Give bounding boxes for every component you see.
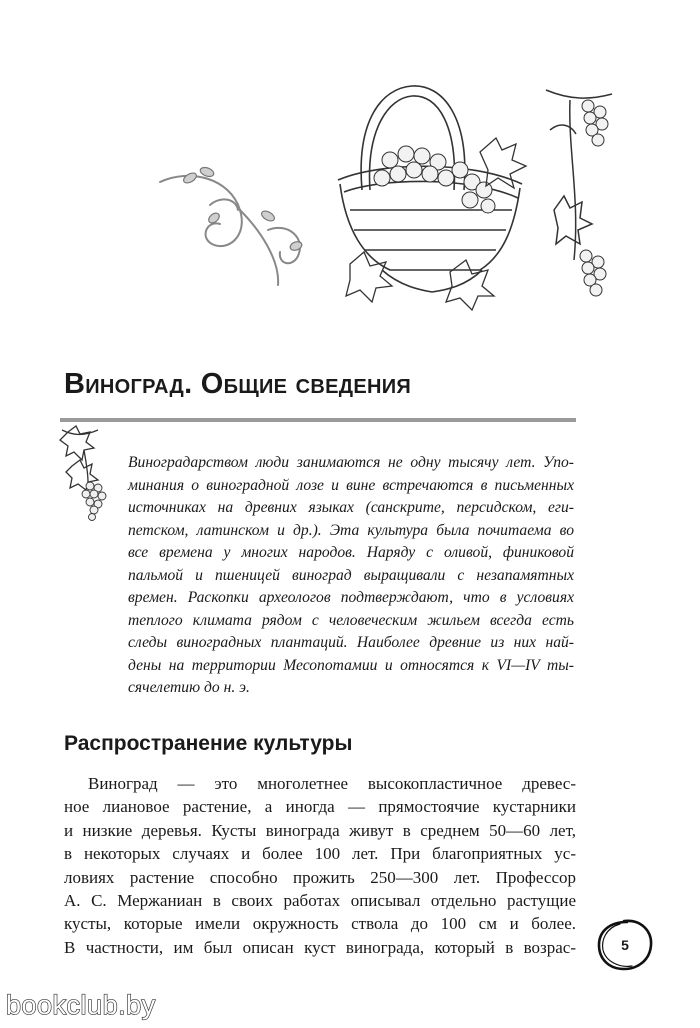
body-line: ловиях растение способно прожить 250—300 лет. Профессор: [64, 867, 576, 887]
grape-vine-icon: [58, 422, 116, 522]
intro-line: петском, латинском и др.). Эта культура была почитаема во: [128, 521, 574, 539]
body-line: и низкие деревья. Кусты винограда живут в среднем 50—60 лет,: [64, 820, 576, 840]
body-line: В частности, им был описан куст винограда, который в возрас-: [64, 937, 576, 957]
intro-line: источниках на древних языках (санскрите, персидском, еги-: [128, 499, 574, 516]
intro-line: сячелетию до н. э.: [128, 679, 250, 696]
grape-basket-illustration-icon: [150, 60, 630, 330]
intro-line: следы виноградных плантаций. Наиболее древние из них най-: [128, 634, 574, 651]
intro-line: Виноградарством люди занимаются не одну тысячу лет. Упо-: [128, 454, 574, 471]
intro-line: дены на территории Месопотамии и относятся к VI—IV ты-: [128, 656, 574, 674]
body-line: А. С. Мержаниан в своих работах описывал отдельно растущие: [64, 891, 576, 911]
intro-line: минания о виноградной лозе и вине встречаются в письменных: [128, 476, 574, 494]
body-line: кусты, которые имели окружность ствола до 100 см и более.: [64, 914, 576, 934]
body-paragraph: [64, 772, 576, 959]
chapter-title: Виноград. Общие сведения: [64, 368, 412, 400]
intro-line: все времена у многих народов. Наряду с оливой, финиковой: [128, 544, 574, 561]
section-title: Распространение культуры: [64, 732, 353, 755]
intro-line: теплого климата рядом с человеческим жильем всегда есть: [128, 611, 574, 629]
watermark: bookclub.by: [6, 990, 156, 1020]
body-line: ное лиановое растение, а иногда — прямостоячие кустарники: [64, 797, 576, 817]
title-rule: [60, 418, 576, 422]
page-number: 5: [621, 937, 629, 953]
intro-line: времен. Раскопки археологов подтверждают, что в условиях: [128, 589, 574, 606]
body-line: Виноград — это многолетнее высокопластичное древес-: [88, 774, 576, 793]
body-line: в некоторых случаях и более 100 лет. При благоприятных ус-: [64, 844, 576, 864]
intro-line: пальмой и пшеницей виноград выращивали с незапамятных: [128, 566, 574, 584]
intro-paragraph: [128, 452, 574, 700]
